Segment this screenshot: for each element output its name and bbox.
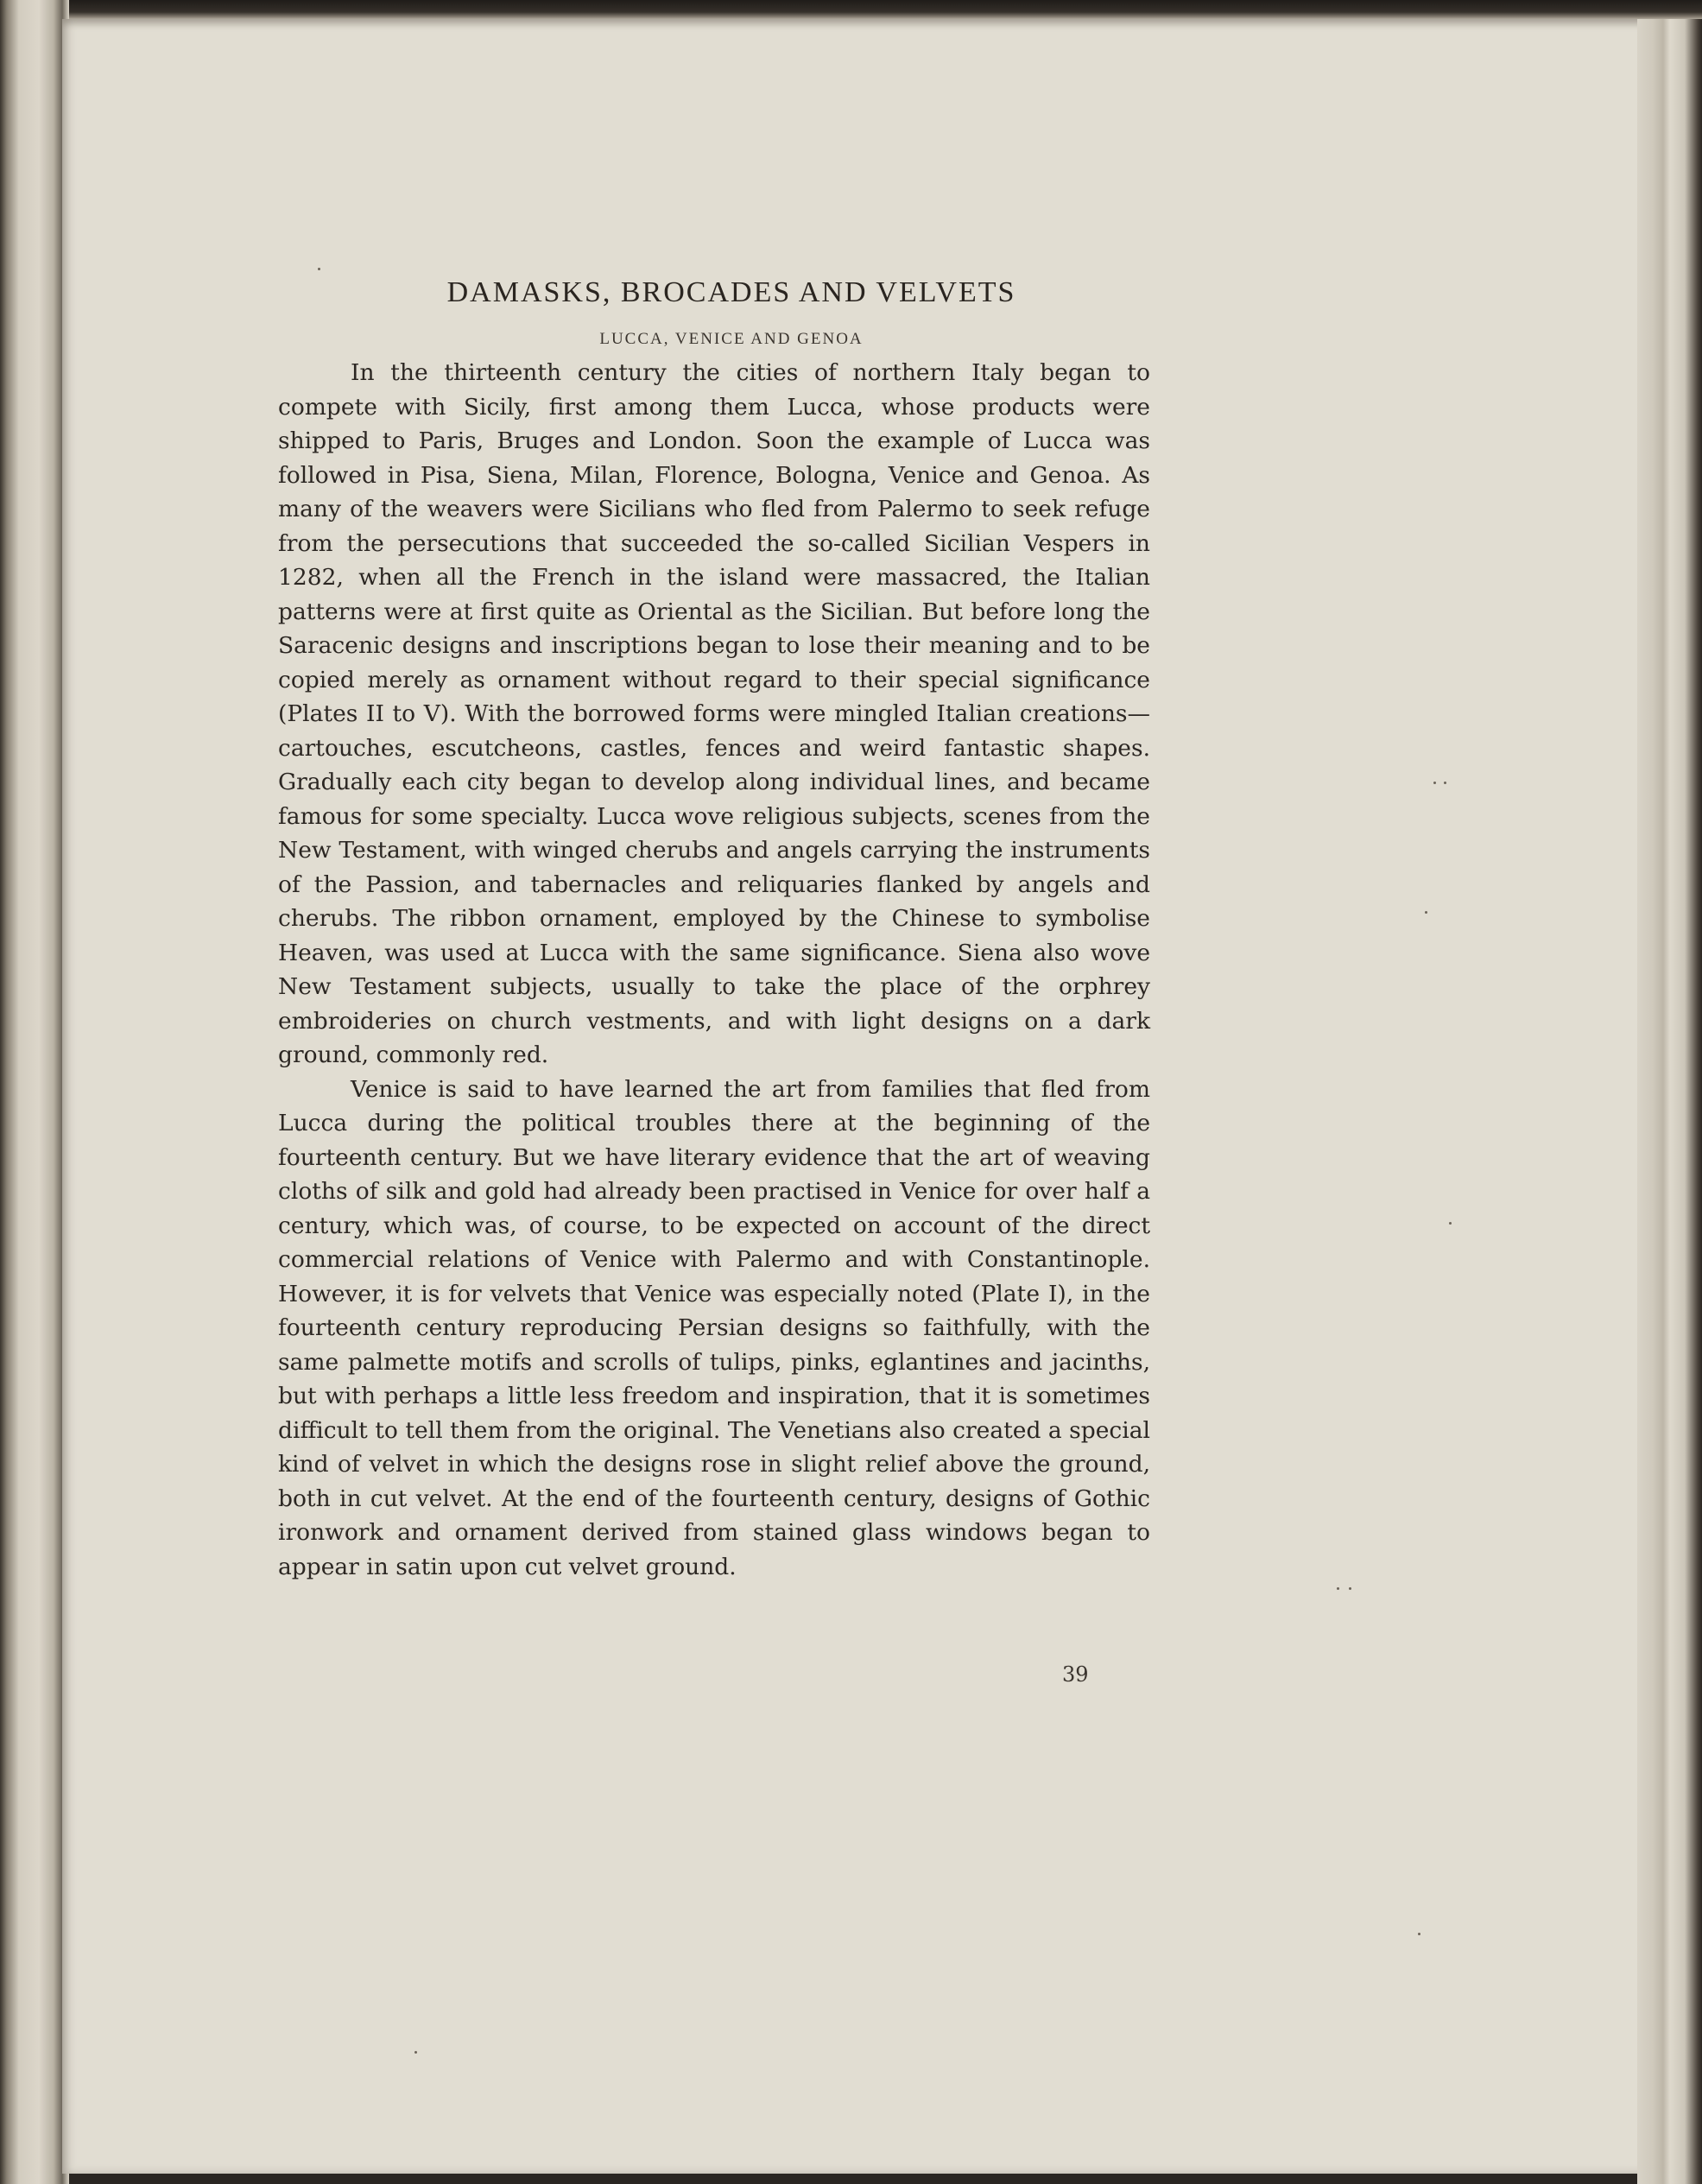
paper-speck	[1433, 782, 1436, 784]
page-subtitle: LUCCA, VENICE AND GENOA	[599, 330, 864, 348]
paper-speck	[1449, 1222, 1452, 1225]
paper-speck	[318, 268, 320, 270]
paper-speck	[1349, 1587, 1351, 1590]
paragraph-2: Venice is said to have learned the art from families that fled from Lucca during the political troubles there at the beginning of the fourteenth century. But we have literary evidence that the art of weaving cloths of silk and gold had already been practised in Venice for over half a century, which was, of course, to be expected on account of the direct commercial relations of Venice with Palermo and with Constantinople. However, it is for velvets that Venice was especially noted (Plate I), in the fourteenth century reproducing Persian designs so faithfully, with the same palmette motifs and scrolls of tulips, pinks, eglantines and jacinths, but with perhaps a little less freedom and inspiration, that it is sometimes difficult to tell them from the original. The Venetians also created a special kind of velvet in which the designs rose in slight relief above the ground, both in cut velvet. At the end of the fourteenth century, designs of Gothic ironwork and ornament derived from stained glass windows began to appear in satin upon cut velvet ground.	[278, 1075, 1150, 1580]
paper-speck	[1444, 782, 1446, 784]
page-content	[278, 276, 1150, 1584]
paper-speck	[414, 2051, 417, 2054]
right-page-edge	[1637, 19, 1702, 2184]
page-title: DAMASKS, BROCADES AND VELVETS	[446, 276, 1016, 308]
paper-speck	[1425, 911, 1427, 914]
page-number: 39	[1062, 1662, 1089, 1687]
paper-speck	[1418, 1933, 1420, 1935]
paper-speck	[1337, 1587, 1339, 1590]
left-page-edge	[0, 0, 69, 2184]
top-page-edge	[52, 0, 1702, 21]
paragraph-1: In the thirteenth century the cities of northern Italy began to compete with Sicily, first among them Lucca, whose products were shipped to Paris, Bruges and London. Soon the example of Lucca was followed in Pisa, Siena, Milan, Florence, Bologna, Venice and Genoa. As many of the weavers were Sicilians who fled from Palermo to seek refuge from the persecutions that succeeded the so-called Sicilian Vespers in 1282, when all the French in the island were massacred, the Italian patterns were at first quite as Oriental as the Sicilian. But before long the Saracenic designs and inscriptions began to lose their meaning and to be copied merely as ornament without regard to their special significance (Plates II to V). With the borrowed forms were mingled Italian creations—cartouches, escutcheons, castles, fences and weird fantastic shapes. Gradually each city began to develop along individual lines, and became famous for some specialty. Lucca wove religious subjects, scenes from the New Testament, with winged cherubs and angels carrying the instruments of the Passion, and tabernacles and reliquaries flanked by angels and cherubs. The ribbon ornament, employed by the Chinese to symbolise Heaven, was used at Lucca with the same significance. Siena also wove New Testament subjects, usually to take the place of the orphrey embroideries on church vestments, and with light designs on a dark ground, commonly red.	[278, 359, 1150, 1068]
